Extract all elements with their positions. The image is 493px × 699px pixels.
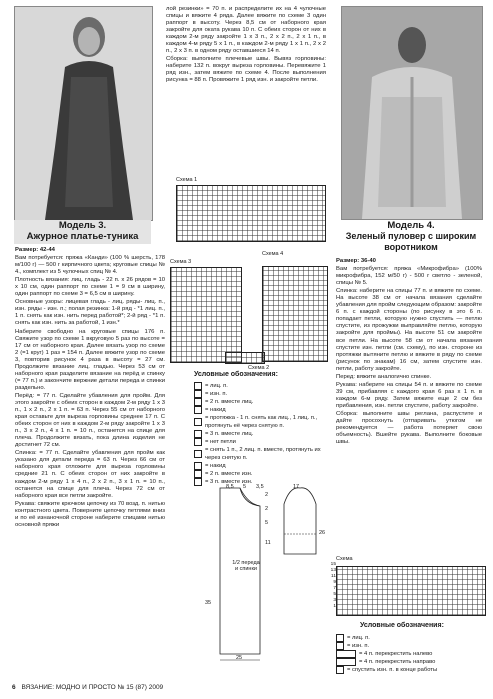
scheme4-grid: [262, 266, 328, 362]
dim-11: 17: [293, 484, 300, 490]
model3-size-label: Размер:: [15, 247, 39, 253]
scheme1-grid: [176, 185, 326, 242]
model4-photo: [341, 6, 483, 220]
legend-item: = изн. п.: [194, 390, 334, 398]
legend-item: = нет петли: [194, 438, 334, 446]
scheme2-grid: [225, 352, 265, 364]
dim-5: 2: [265, 506, 269, 512]
legend-item: = накид: [194, 406, 334, 414]
model4-row-numbers: 15 13 11 9 7 5 3 1: [330, 562, 336, 609]
legend-item: = 2 п. вместе изн.: [194, 470, 334, 478]
legend-item: = 3 п. вместе лиц.: [194, 430, 334, 438]
dim-12: 26: [319, 530, 326, 536]
legend-item: = изн. п.: [336, 642, 482, 650]
dress-pattern-drawing: [200, 474, 330, 664]
model4-scheme-grid: [336, 566, 486, 616]
page-footer: [12, 684, 163, 691]
dim-4: 2: [265, 492, 269, 498]
model4-title: Модель 4.: [387, 220, 435, 231]
model3-front: Перёд: = 77 п. Сделайте убавления для пройм. Для этого закройте с обеих сторон в каждом 2-м ряду 1 х 3 п., 1 х 2 п., 2 х 1 п. = 63 п. Через 55 см от наборного края оставьте для выреза горловины среднее 17 п. С обеих сторон от них в каждом 2-м ряду закройте 1 х 3 п., 3 х 2 п., 4 х 1 п. = 10 п., останется на спице для плеча. Продолжите вязать, пока длина изделия не достигнет 72 см.: [15, 392, 165, 449]
model3-text: [15, 247, 165, 530]
model3-subtitle: Ажурное платье-туника: [26, 231, 139, 242]
model4-assembly: Сборка: выполните швы реглана, распустите и дайте просохнуть (отпаривать утюгом не рекомендуется — работа потеряет свою объемность). Вшейте рукава. Выполните боковые швы.: [336, 410, 482, 446]
model3-title-box: [14, 220, 151, 244]
dim-8: 1/2 переда и спинки: [232, 560, 260, 572]
model4-legend-title: Условные обозначения:: [360, 622, 444, 629]
legend-item: = протяжка - 1 п. снять как лиц., 1 лиц. п., протянуть её через снятую п.: [194, 414, 334, 430]
dim-7: 11: [265, 540, 271, 546]
page-number: 6: [12, 684, 16, 691]
scheme4-label: Схема 4: [262, 251, 284, 257]
dim-6: 5: [265, 520, 269, 526]
scheme2-label: Схема 2: [248, 365, 270, 371]
model4-legend: [336, 634, 482, 674]
magazine-title: ВЯЗАНИЕ: МОДНО И ПРОСТО № 15 (87) 2009: [21, 684, 164, 691]
model4-sleeve: Рукава: наберите на спицы 54 п. и вяжите по схеме 39 см, прибавляя с каждого края 6 раз х 1 п. в каждом 6-м ряду. Затем вяжите еще 2 см без прибавления, изн. петли спустите, работу закройте.: [336, 381, 482, 409]
model4-title-box: [341, 220, 481, 256]
model3-sleeves: Рукава: свяжите крючком цепочку из 70 возд. п. нитью контрастного цвета. Поверните цепочку петлями вниз и по её изнаночной стороне наберите спицами нитью основной пряжи: [15, 500, 165, 528]
model3-patterns: Основные узоры: лицевая гладь - лиц. ряды- лиц. п., изн. ряды - изн. п.; полая резинка: 1-й ряд - *1 лиц. п., 1 п. снять как изн. нить перед работой*; 2-й ряд - *1 п. снять как изн. нить за работой, 1 изн.*: [15, 299, 165, 327]
model3-title: Модель 3.: [58, 220, 107, 231]
dim-10: 25: [236, 655, 243, 661]
dim-2: 5: [243, 484, 247, 490]
legend-item: = 2 п. вместе лиц.: [194, 398, 334, 406]
model4-back: Спинка: наберите на спицы 77 п. и вяжите по схеме. На высоте 38 см от начала вязания сделайте убавления для пройм следующим образом: закройте 6 п. с каждой стороны (по рисунку в это 6 п. попадает петли, которую нужно спустить — петлю спустите, из прожужки выправляйте петлю, которую закройте для проймы). На высоте 51 см закройте все петли. На высоте 58 см от начала вязания спустите изн. петли (см. схему), по изн. стороне из протяжки вытяните петлю и вяжите в ряду по схеме (рисунок по знакам) 16 см, затем спустите изн. петли, работу закройте.: [336, 288, 482, 372]
dim-1: 8,5: [226, 484, 234, 490]
middle-continued: лой резинки» = 70 п. и распределите их на 4 чулочные спицы и вяжите 4 ряда. Далее вяжите по схеме 3 один раппорт в высоту. Через 8,5 см от наборного края закройте для оката рукава 10 п. С обеих сторон от них в каждом 2-м ряду закройте 1 х 3 п., 2 х 2 п., 2 х 1 п., в каждом 4-м ряду 5 х 1 п., в каждом 2-м ряду 1 х 1 п., 2 х 2 п., 2 х 3 п. в одном ряду оставшиеся 14 п.: [166, 6, 326, 55]
middle-legend-title: Условные обозначения:: [194, 371, 278, 378]
legend-item: = 3 п. вместе изн.: [194, 478, 334, 486]
model3-intro: Вам потребуется: пряжа «Канди» (100 % шерсть, 178 м/100 г) — 500 г кирпичного цвета; круговые спицы № 4., комплект из 5 чулочных спиц № 4.: [15, 255, 165, 276]
model4-size-label: Размер:: [336, 258, 360, 264]
legend-item: = спустить изн. п. в конце работы: [336, 666, 482, 674]
model3-size-value: 42-44: [39, 247, 55, 253]
model3-body: Наберите свободно на круговые спицы 176 п. Свяжите узор по схеме 1 вкруговую 5 раз по высоте = 17 см от наборного края. Далее вязать узор по схеме 2 (=1 круг) 1 раз = 154 п. Далее вяжите узор по схеме 3, повторив рисунок 4 раза в высоту = 27 см. Продолжите вязание лиц. гладью. Через 53 см от наборного края разделите вязание на перёд и спинку (= 77 п.) и закончите вержние детали переда и спинки раздельно.: [15, 328, 165, 391]
model3-back: Спинка: = 77 п. Сделайте убавления для пройм как указано для детали переда = 63 п. Через 66 см от наборного края отложите для выреза горловины средние 21 п. С обеих сторон от них закройте в каждом 2-м ряду 1 х 4 п., 2 х 2 п., 3 х 1 п. = 10 п., останется на спице для плеча. Через 72 см от наборного края все петли закройте.: [15, 450, 165, 499]
model4-subtitle: Зеленый пуловер с широким воротником: [345, 231, 477, 252]
model4-front: Перед: вяжите аналогично спинке.: [336, 373, 432, 380]
dim-9: 35: [205, 600, 212, 606]
model4-text: [336, 258, 482, 447]
legend-item: = лиц. п.: [194, 382, 334, 390]
legend-item: = снять 1 п., 2 лиц. п. вместе, протянуть их через снятую п.: [194, 446, 334, 462]
model4-scheme-label: Схема: [336, 556, 353, 562]
middle-legend: [194, 382, 334, 486]
model4-intro: Вам потребуется: пряжа «Микрофибра» (100% микрофибра, 152 м/50 г) - 500 г светло - зеленой, спицы № 5.: [336, 266, 482, 287]
dim-3: 3,5: [256, 484, 264, 490]
scheme3-grid: [170, 267, 242, 363]
legend-item: = лиц. п.: [336, 634, 482, 642]
scheme1-label: Схема 1: [176, 177, 198, 183]
middle-text: [166, 6, 326, 86]
model3-density: Плотность вязания: лиц. гладь - 22 п. х 26 рядов = 10 х 10 см, один раппорт по схеме 1 = 9 см в ширину, один раппорт по схеме 3 = 6,5 см в ширину.: [15, 277, 165, 298]
legend-item: = накид: [194, 462, 334, 470]
scheme3-label: Схема 3: [170, 259, 192, 265]
middle-assembly: Сборка: выполните плечевые швы. Вывяз горловины: наберите 132 п. вокруг выреза горловины. Перевяжите 1 ряд изн., затем вяжите по схеме 4. После выполнения рисунка = 88 п. Провяжите 1 ряд изн. и закройте петли.: [166, 56, 326, 84]
legend-item: = 4 п. перекрестить направо: [336, 658, 482, 666]
model4-size-value: 36-40: [360, 258, 376, 264]
legend-item: = 4 п. перекрестить налево: [336, 650, 482, 658]
model3-photo: [14, 6, 153, 221]
